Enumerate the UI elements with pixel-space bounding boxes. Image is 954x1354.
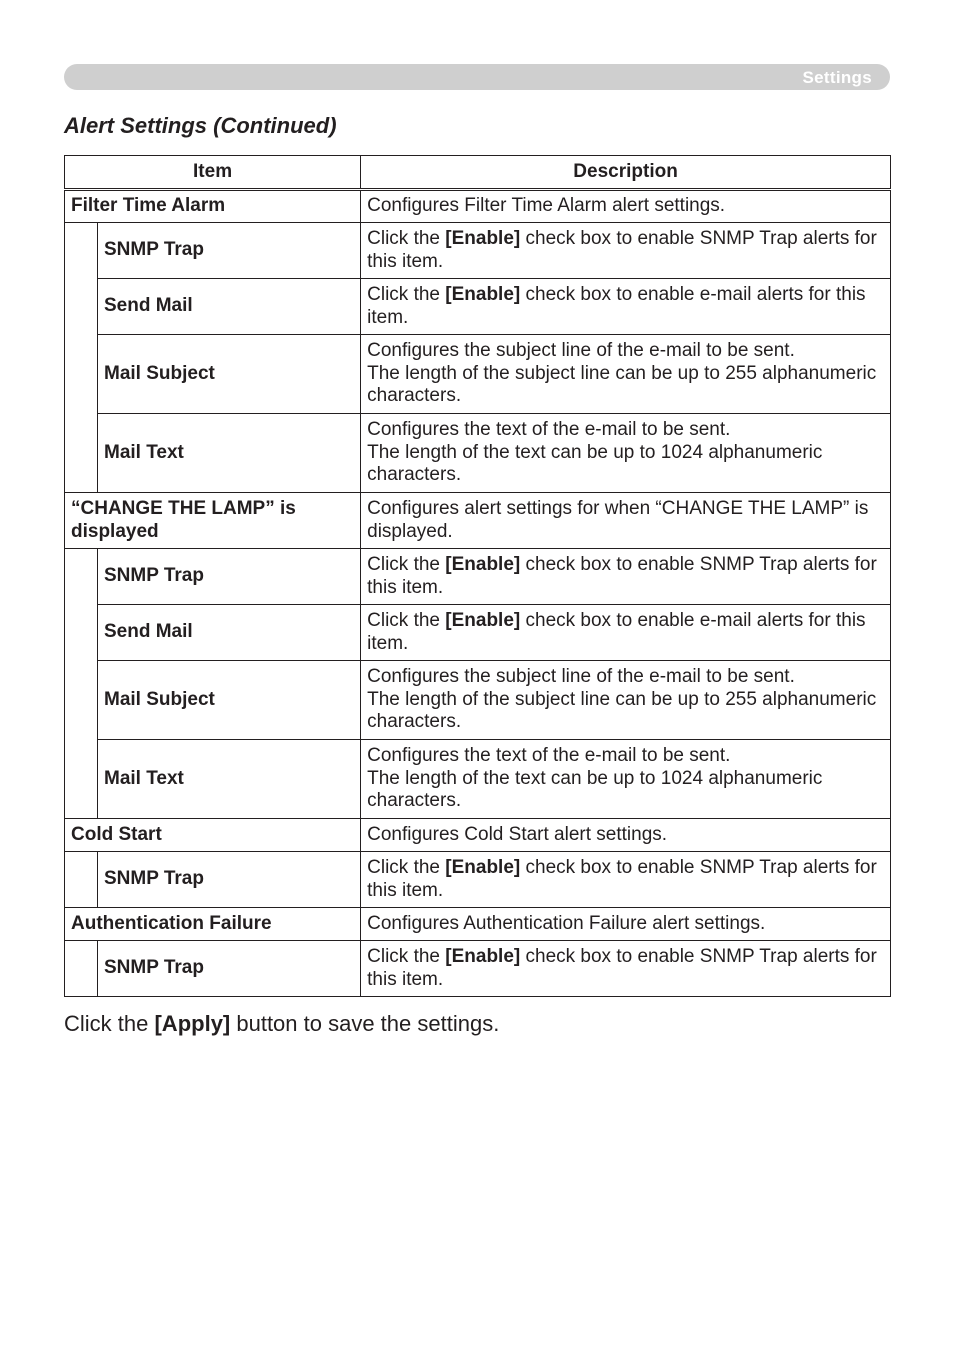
- table-row: [65, 852, 891, 908]
- page-title: Alert Settings (Continued): [64, 113, 337, 138]
- enable-keyword: [Enable]: [445, 946, 521, 967]
- sub-item-description: Configures the text of the e-mail to be sent. The length of the text can be up to 1024 alphanumeric characters.: [361, 414, 891, 493]
- table-row: [65, 819, 891, 852]
- header-bar: [64, 64, 890, 90]
- table-row: [65, 908, 891, 941]
- table-row: [65, 605, 891, 661]
- sub-item-label: Send Mail: [98, 605, 361, 661]
- table-row: [65, 661, 891, 740]
- group-description: Configures Authentication Failure alert settings.: [361, 908, 891, 941]
- sub-item-label: Mail Subject: [98, 661, 361, 740]
- table-row: [65, 941, 891, 997]
- table-row: [65, 335, 891, 414]
- table-row: [65, 279, 891, 335]
- group-description: Configures Cold Start alert settings.: [361, 819, 891, 852]
- table-row: [65, 414, 891, 493]
- table-row: [65, 190, 891, 223]
- sub-item-description: Configures the text of the e-mail to be sent. The length of the text can be up to 1024 alphanumeric characters.: [361, 740, 891, 819]
- sub-item-description: Click the [Enable] check box to enable SNMP Trap alerts for this item.: [361, 549, 891, 605]
- group-description: Configures alert settings for when “CHANGE THE LAMP” is displayed.: [361, 493, 891, 549]
- table-row: [65, 549, 891, 605]
- enable-keyword: [Enable]: [445, 857, 521, 878]
- group-item-label: “CHANGE THE LAMP” is displayed: [65, 493, 361, 549]
- sub-item-description: Click the [Enable] check box to enable e-mail alerts for this item.: [361, 605, 891, 661]
- sub-item-label: SNMP Trap: [98, 223, 361, 279]
- column-header-description: Description: [361, 156, 891, 190]
- table-row: [65, 493, 891, 549]
- sub-item-description: Click the [Enable] check box to enable SNMP Trap alerts for this item.: [361, 941, 891, 997]
- group-item-label: Authentication Failure: [65, 908, 361, 941]
- sub-item-label: Mail Text: [98, 740, 361, 819]
- group-item-label: Filter Time Alarm: [65, 190, 361, 223]
- table-row: [65, 740, 891, 819]
- enable-keyword: [Enable]: [445, 610, 521, 631]
- sub-item-description: Click the [Enable] check box to enable SNMP Trap alerts for this item.: [361, 223, 891, 279]
- table-row: [65, 223, 891, 279]
- sub-item-label: Mail Subject: [98, 335, 361, 414]
- sub-item-description: Configures the subject line of the e-mail to be sent. The length of the subject line can be up to 255 alphanumeric characters.: [361, 335, 891, 414]
- apply-keyword: [Apply]: [154, 1011, 231, 1036]
- alert-settings-table: [64, 155, 891, 997]
- sub-item-label: Send Mail: [98, 279, 361, 335]
- table-header-row: [65, 156, 891, 190]
- section-label: Settings: [802, 68, 872, 87]
- sub-item-label: SNMP Trap: [98, 549, 361, 605]
- group-description: Configures Filter Time Alarm alert settings.: [361, 190, 891, 223]
- column-header-item: Item: [65, 156, 361, 190]
- enable-keyword: [Enable]: [445, 554, 521, 575]
- sub-item-description: Click the [Enable] check box to enable e-mail alerts for this item.: [361, 279, 891, 335]
- sub-item-label: SNMP Trap: [98, 941, 361, 997]
- footer-instruction: Click the [Apply] button to save the settings.: [64, 1011, 500, 1036]
- sub-item-description: Click the [Enable] check box to enable SNMP Trap alerts for this item.: [361, 852, 891, 908]
- sub-item-description: Configures the subject line of the e-mail to be sent. The length of the subject line can be up to 255 alphanumeric characters.: [361, 661, 891, 740]
- sub-item-label: SNMP Trap: [98, 852, 361, 908]
- enable-keyword: [Enable]: [445, 228, 521, 249]
- sub-item-label: Mail Text: [98, 414, 361, 493]
- group-item-label: Cold Start: [65, 819, 361, 852]
- enable-keyword: [Enable]: [445, 284, 521, 305]
